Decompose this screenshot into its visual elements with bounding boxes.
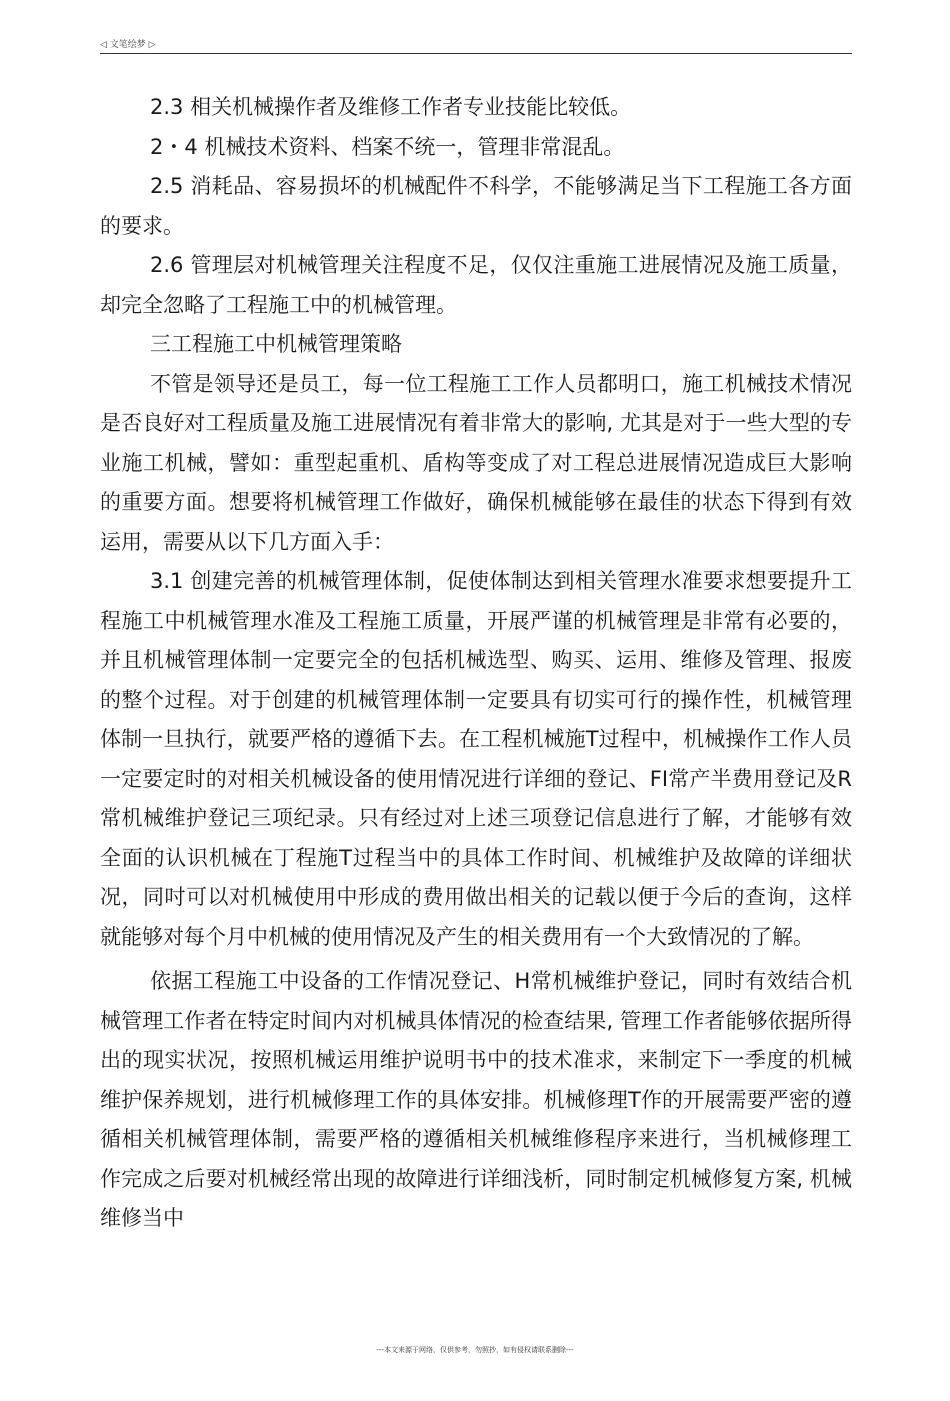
paragraph-2-4: 2・4 机械技术资料、档案不统一，管理非常混乱。	[150, 134, 625, 159]
section-heading-3: 三工程施工中机械管理策略	[150, 332, 402, 356]
paragraph-3-1: 3.1 创建完善的机械管理体制，促使体制达到相关管理水准要求想要提升工程施工中机械管理水准及工程施工质量，开展严谨的机械管理是非常有必要的，并且机械管理体制一定要完全的包括机械选型、购买、运用、维修及管理、报废的整个过程。对于创建的机械管理体制一定要具有切实可行的操作性，机械管理体制一旦执行，就要严格的遵循下去。在工程机械施T过程中，机械操作工作人员一定要定时的对相关机械设备的使用情况进行详细的登记、FI常产半费用登记及R常机械维护登记三项纪录。只有经过对上述三项登记信息进行了解，才能够有效全面的认识机械在丁程施T过程当中的具体工作时间、机械维护及故障的详细状况，同吋可以对机械使用中形成的费用做出相关的记载以便于今后的查询，这样就能够对每个月中机械的使用情况及产生的相关费用有一个大致情况的了解。	[100, 569, 852, 949]
header-divider	[100, 53, 852, 54]
document-body	[100, 88, 852, 1239]
paragraph-2-5: 2.5 消耗品、容易损坏的机械配件不科学，不能够满足当下工程施工各方面的要求。	[100, 174, 852, 238]
header-text: ◁ 文笔绘梦 ▷	[100, 40, 156, 50]
footer-text: ---本文来源于网络，仅供参考，勿照抄，如有侵权请联系删除---	[376, 1346, 574, 1354]
page-header	[100, 38, 852, 52]
paragraph-2-3: 2.3 相关机械操作者及维修工作者专业技能比较低。	[150, 95, 632, 119]
paragraph-intro: 不管是领导还是员工，每一位工程施工工作人员都明口，施工机械技术情况是否良好对工程质量及施工进展情况有着非常大的影响, 尤其是对于一些大型的专业施工机械，譬如：重型起重机、盾构等变成了对工程总进展情况造成巨大影响的重要方面。想要将机械管理工作做好，确保机械能够在最佳的状态下得到有效运用，需要从以下几方面入手：	[100, 371, 852, 554]
page-footer	[0, 1345, 950, 1355]
paragraph-maintenance: 依据工程施工中设备的工作情况登记、H常机械维护登记，同时有效结合机械管理工作者在特定时间内对机械具体情况的检查结果, 管理工作者能够依据所得出的现实状况，按照机械运用维护说明书中的技术准求，来制定下一季度的机械维护保养规划，进行机械修理工作的具体安排。机械修理T作的开展需要严密的遵循相关机械管理体制，需要严格的遵循相关机械维修程序来进行，当机械修理工作完成之后要对机械经常出现的故障进行详细浅析，同时制定机械修复方案, 机械维修当中	[100, 969, 852, 1230]
paragraph-2-6: 2.6 管理层对机械管理关注程度不足，仅仅注重施工进展情况及施工质量，却完全忽略了工程施工中的机械管理。	[100, 253, 852, 317]
